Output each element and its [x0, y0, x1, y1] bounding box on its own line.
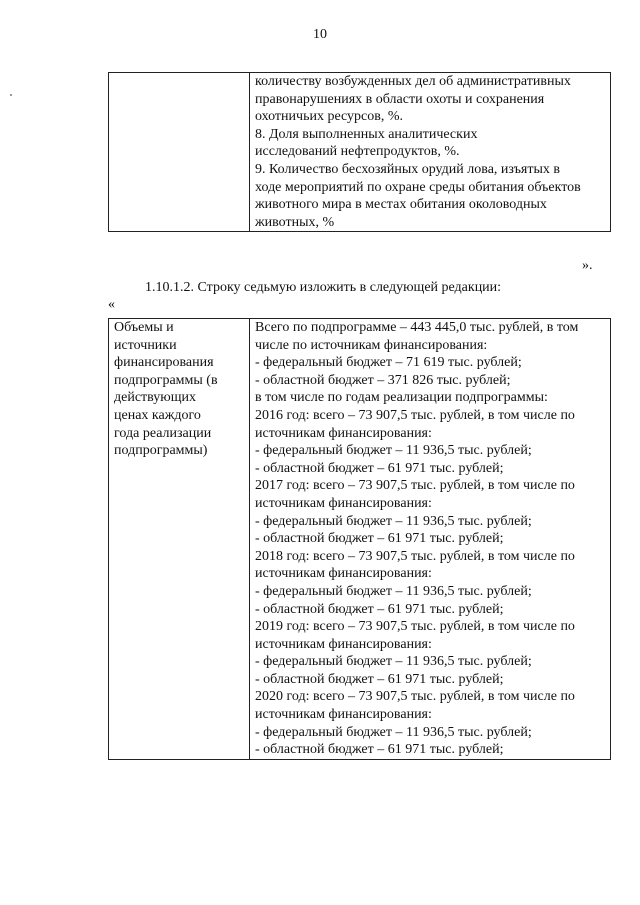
- funding-table: [108, 318, 611, 760]
- text-line: 2018 год: всего – 73 907,5 тыс. рублей, в том числе по: [255, 548, 575, 564]
- text-line: правонарушениях в области охоты и сохранения: [255, 91, 545, 107]
- page-number: 10: [313, 27, 327, 42]
- text-line: источники: [114, 337, 177, 353]
- text-line: - областной бюджет – 61 971 тыс. рублей;: [255, 671, 504, 687]
- text-line: Объемы и: [114, 320, 174, 335]
- text-line: ходе мероприятий по охране среды обитания объектов: [255, 179, 581, 195]
- text-line: подпрограммы): [114, 443, 208, 459]
- text-line: - федеральный бюджет – 11 936,5 тыс. рублей;: [255, 583, 532, 599]
- funding-table-label-cell: [109, 319, 250, 760]
- top-table-right-cell: [250, 73, 611, 232]
- text-line: 9. Количество бесхозяйных орудий лова, изъятых в: [255, 161, 561, 177]
- text-line: финансирования: [114, 355, 214, 371]
- text-line: - федеральный бюджет – 11 936,5 тыс. рублей;: [255, 513, 532, 529]
- text-line: исследований нефтепродуктов, %.: [255, 144, 460, 160]
- text-line: года реализации: [114, 425, 212, 441]
- text-line: подпрограммы (в: [114, 372, 218, 388]
- text-line: источникам финансирования:: [255, 425, 432, 441]
- text-line: 2019 год: всего – 73 907,5 тыс. рублей, в том числе по: [255, 619, 575, 635]
- text-line: - федеральный бюджет – 11 936,5 тыс. рублей;: [255, 724, 532, 740]
- text-line: - федеральный бюджет – 11 936,5 тыс. рублей;: [255, 654, 532, 670]
- funding-table-value-cell: [250, 319, 611, 760]
- text-line: количеству возбужденных дел об административных: [255, 74, 571, 89]
- text-line: охотничьих ресурсов, %.: [255, 109, 404, 125]
- text-line: числе по источникам финансирования:: [255, 337, 488, 353]
- text-line: - областной бюджет – 61 971 тыс. рублей;: [255, 531, 504, 547]
- text-line: животных, %: [255, 214, 335, 230]
- text-line: действующих: [114, 390, 197, 406]
- text-line: - областной бюджет – 61 971 тыс. рублей;: [255, 601, 504, 617]
- closing-quote-mark: ».: [582, 258, 593, 273]
- table-row: [109, 319, 611, 760]
- text-line: источникам финансирования:: [255, 495, 432, 511]
- text-line: 2017 год: всего – 73 907,5 тыс. рублей, в том числе по: [255, 478, 575, 494]
- text-line: 2016 год: всего – 73 907,5 тыс. рублей, в том числе по: [255, 407, 575, 423]
- text-line: в том числе по годам реализации подпрограммы:: [255, 390, 548, 406]
- text-line: источникам финансирования:: [255, 636, 432, 652]
- top-table-left-cell: [109, 73, 250, 232]
- text-line: - федеральный бюджет – 71 619 тыс. рублей;: [255, 355, 522, 371]
- text-line: источникам финансирования:: [255, 707, 432, 723]
- text-line: Всего по подпрограмме – 443 445,0 тыс. рублей, в том: [255, 320, 579, 335]
- amendment-instruction: 1.10.1.2. Строку седьмую изложить в следующей редакции:: [145, 280, 502, 295]
- text-line: - областной бюджет – 371 826 тыс. рублей;: [255, 372, 511, 388]
- text-line: 8. Доля выполненных аналитических: [255, 126, 478, 142]
- margin-mark: [10, 94, 12, 96]
- text-line: животного мира в местах обитания околоводных: [255, 197, 547, 213]
- text-line: - федеральный бюджет – 11 936,5 тыс. рублей;: [255, 443, 532, 459]
- text-line: - областной бюджет – 61 971 тыс. рублей;: [255, 742, 504, 758]
- text-line: ценах каждого: [114, 407, 201, 423]
- top-table: [108, 72, 611, 232]
- text-line: источникам финансирования:: [255, 566, 432, 582]
- opening-quote-mark: «: [108, 297, 115, 312]
- text-line: - областной бюджет – 61 971 тыс. рублей;: [255, 460, 504, 476]
- table-row: [109, 73, 611, 232]
- text-line: 2020 год: всего – 73 907,5 тыс. рублей, в том числе по: [255, 689, 575, 705]
